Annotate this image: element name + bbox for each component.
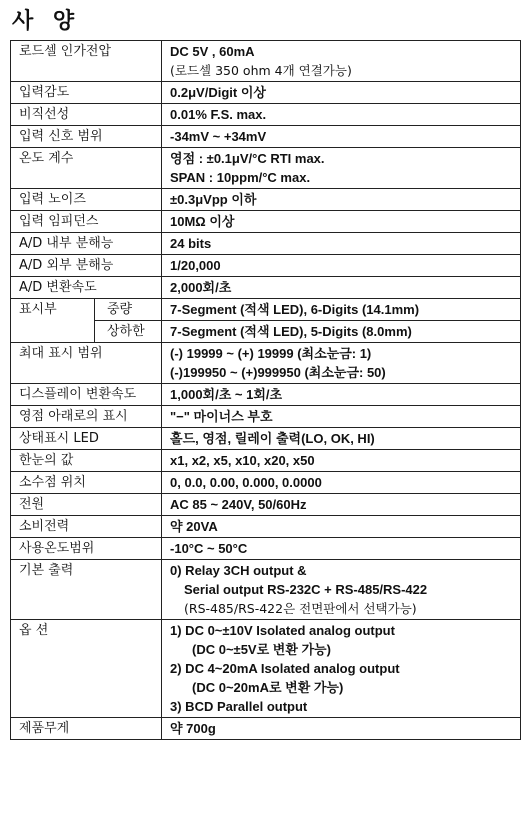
value-line: x1, x2, x5, x10, x20, x50 — [170, 453, 315, 468]
value-line: 0.2μV/Digit 이상 — [170, 85, 266, 100]
table-row — [11, 406, 521, 428]
row-value — [162, 384, 521, 406]
row-label: 입력 신호 범위 — [11, 126, 162, 148]
value-line: (DC 0~±5V로 변환 가능) — [192, 642, 331, 657]
row-value — [162, 255, 521, 277]
row-label: 기본 출력 — [11, 560, 162, 620]
value-line: 0) Relay 3CH output & — [170, 563, 307, 578]
row-value — [162, 538, 521, 560]
value-line: 0, 0.0, 0.00, 0.000, 0.0000 — [170, 475, 322, 490]
table-row — [11, 189, 521, 211]
table-row — [11, 472, 521, 494]
value-line: "−" 마이너스 부호 — [170, 409, 273, 424]
row-label: 디스플레이 변환속도 — [11, 384, 162, 406]
row-label: 제품무게 — [11, 718, 162, 740]
row-label: 최대 표시 범위 — [11, 343, 162, 384]
row-value — [162, 620, 521, 718]
table-row — [11, 538, 521, 560]
table-row — [11, 494, 521, 516]
row-value — [162, 450, 521, 472]
value-line: 1,000회/초 ~ 1회/초 — [170, 387, 283, 402]
row-label: 상태표시 LED — [11, 428, 162, 450]
spec-table — [10, 40, 521, 740]
row-value — [162, 233, 521, 255]
table-row — [11, 211, 521, 233]
row-value — [162, 560, 521, 620]
row-label: A/D 외부 분해능 — [11, 255, 162, 277]
value-line: DC 5V , 60mA — [170, 44, 255, 59]
value-line: -34mV ~ +34mV — [170, 129, 267, 144]
row-value — [162, 516, 521, 538]
row-label: A/D 변환속도 — [11, 277, 162, 299]
value-line: AC 85 ~ 240V, 50/60Hz — [170, 497, 307, 512]
row-value — [162, 299, 521, 321]
row-label: 비직선성 — [11, 104, 162, 126]
row-label: 소수점 위치 — [11, 472, 162, 494]
value-line: 10MΩ 이상 — [170, 214, 235, 229]
row-value — [162, 41, 521, 82]
row-label: 입력 노이즈 — [11, 189, 162, 211]
table-row — [11, 560, 521, 620]
value-line: ±0.3μVpp 이하 — [170, 192, 257, 207]
value-line: 홀드, 영점, 릴레이 출력(LO, OK, HI) — [170, 431, 375, 446]
row-label: 소비전력 — [11, 516, 162, 538]
value-line: 영점 : ±0.1μV/°C RTI max. — [170, 151, 325, 166]
sub-label: 상하한 — [95, 321, 162, 343]
row-value — [162, 321, 521, 343]
row-value — [162, 472, 521, 494]
table-row — [11, 277, 521, 299]
value-line: Serial output RS-232C + RS-485/RS-422 — [184, 582, 428, 597]
value-line: 7-Segment (적색 LED), 6-Digits (14.1mm) — [170, 302, 420, 317]
row-label: 한눈의 값 — [11, 450, 162, 472]
value-line: 2,000회/초 — [170, 280, 232, 295]
row-value — [162, 428, 521, 450]
value-line: 1/20,000 — [170, 258, 221, 273]
table-row — [11, 620, 521, 718]
row-label: 입력감도 — [11, 82, 162, 104]
value-line: 약 700g — [170, 721, 216, 736]
row-label: 영점 아래로의 표시 — [11, 406, 162, 428]
row-value — [162, 343, 521, 384]
value-line: 1) DC 0~±10V Isolated analog output — [170, 623, 395, 638]
row-label: 로드셀 인가전압 — [11, 41, 162, 82]
table-row — [11, 428, 521, 450]
row-label: A/D 내부 분해능 — [11, 233, 162, 255]
value-line: 7-Segment (적색 LED), 5-Digits (8.0mm) — [170, 324, 412, 339]
value-line: 24 bits — [170, 236, 212, 251]
page-title: 사 양 — [12, 9, 81, 34]
sub-label: 중량 — [95, 299, 162, 321]
value-line: -10°C ~ 50°C — [170, 541, 248, 556]
row-label: 사용온도범위 — [11, 538, 162, 560]
table-row — [11, 82, 521, 104]
value-line: (로드셀 350 ohm 4개 연결가능) — [170, 63, 352, 78]
row-label: 입력 임피던스 — [11, 211, 162, 233]
row-label: 표시부 — [11, 299, 95, 343]
table-row — [11, 343, 521, 384]
table-row — [11, 255, 521, 277]
value-line: (-) 19999 ~ (+) 19999 (최소눈금: 1) — [170, 346, 372, 361]
row-value — [162, 189, 521, 211]
row-label: 옵 션 — [11, 620, 162, 718]
row-value — [162, 126, 521, 148]
row-label: 온도 계수 — [11, 148, 162, 189]
value-line: 약 20VA — [170, 519, 218, 534]
table-row — [11, 384, 521, 406]
value-line: (RS-485/RS-422은 전면판에서 선택가능) — [184, 601, 417, 616]
row-value — [162, 494, 521, 516]
table-row — [11, 126, 521, 148]
row-value — [162, 82, 521, 104]
table-row — [11, 233, 521, 255]
row-value — [162, 104, 521, 126]
value-line: 3) BCD Parallel output — [170, 699, 308, 714]
row-value — [162, 211, 521, 233]
table-row — [11, 299, 521, 321]
value-line: (DC 0~20mA로 변환 가능) — [192, 680, 344, 695]
value-line: (-)199950 ~ (+)999950 (최소눈금: 50) — [170, 365, 386, 380]
table-row — [11, 41, 521, 82]
value-line: SPAN : 10ppm/°C max. — [170, 170, 311, 185]
value-line: 0.01% F.S. max. — [170, 107, 267, 122]
table-row — [11, 148, 521, 189]
row-value — [162, 406, 521, 428]
table-row — [11, 450, 521, 472]
row-value — [162, 277, 521, 299]
table-row — [11, 104, 521, 126]
value-line: 2) DC 4~20mA Isolated analog output — [170, 661, 400, 676]
row-value — [162, 718, 521, 740]
row-label: 전원 — [11, 494, 162, 516]
table-row — [11, 718, 521, 740]
table-row — [11, 516, 521, 538]
row-value — [162, 148, 521, 189]
